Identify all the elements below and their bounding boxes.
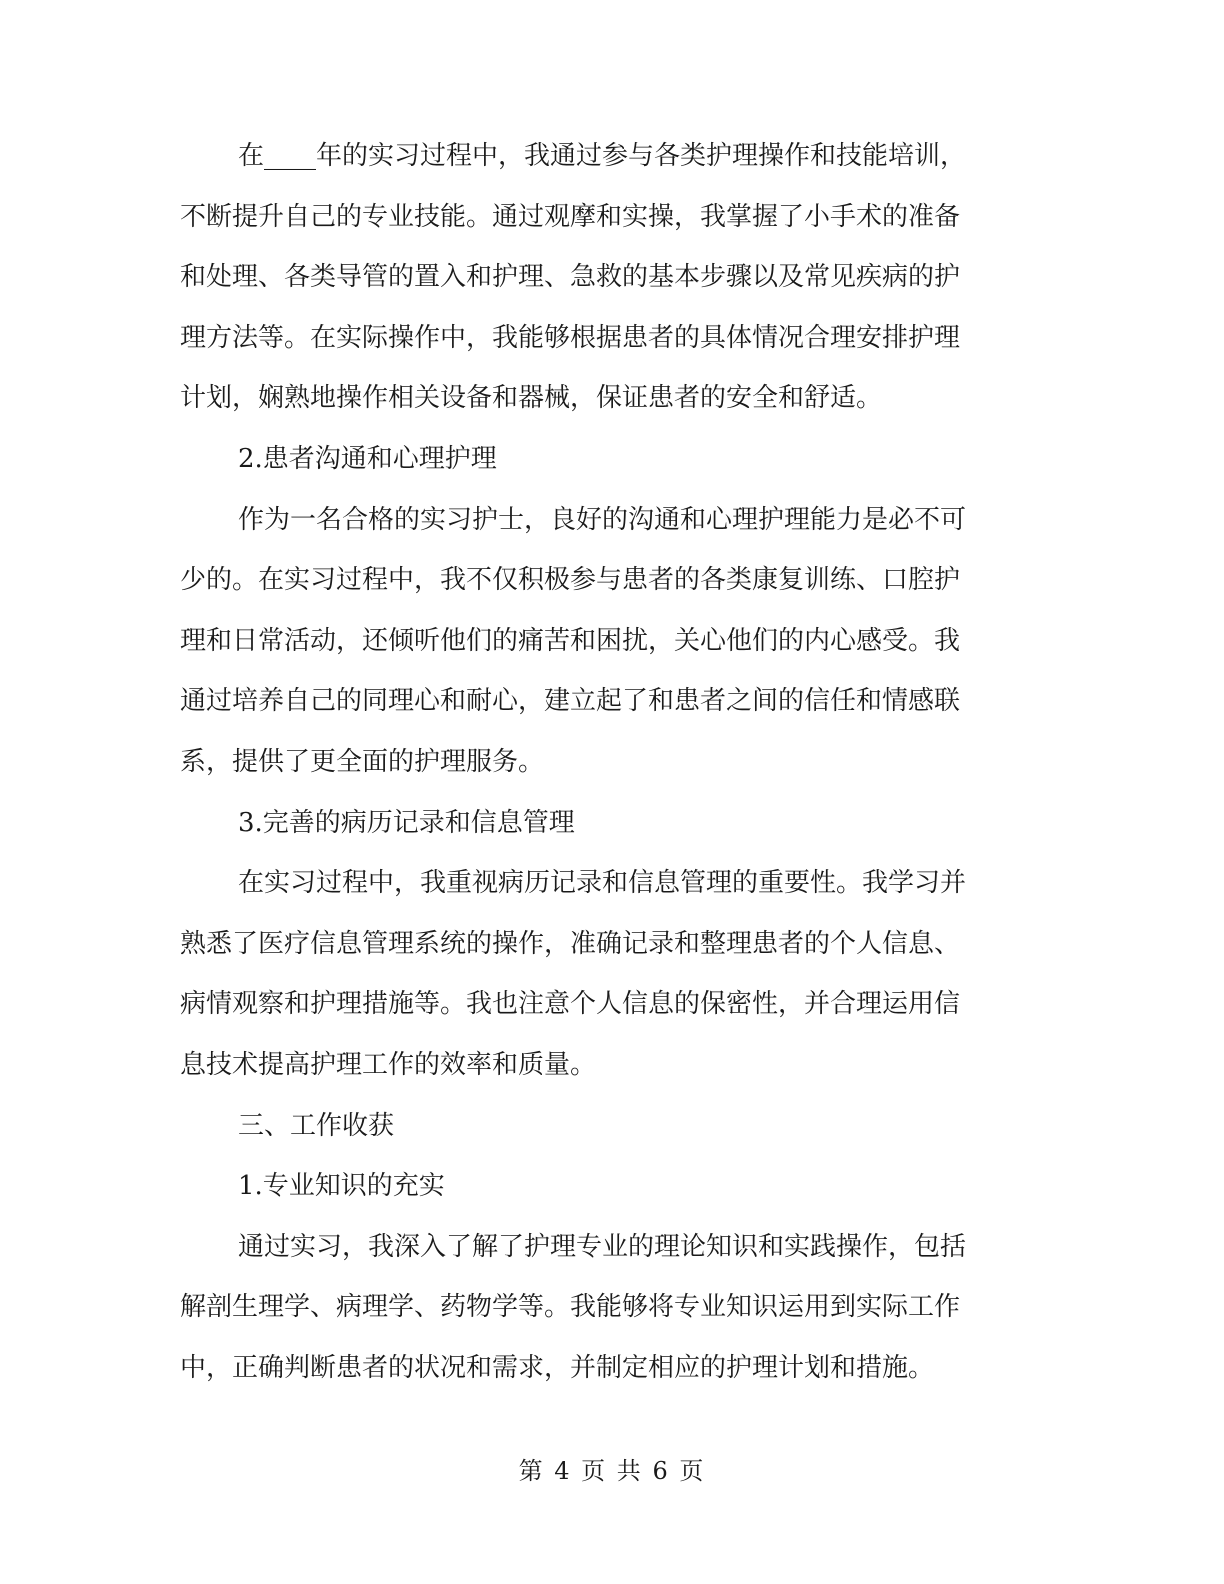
section-heading: 2.患者沟通和心理护理 xyxy=(238,443,497,474)
section-heading: 三、工作收获 xyxy=(238,1110,395,1141)
text-line: 解剖生理学、病理学、药物学等。我能够将专业知识运用到实际工作 xyxy=(180,1292,961,1323)
text-line: 中，正确判断患者的状况和需求，并制定相应的护理计划和措施。 xyxy=(180,1352,935,1383)
text-line: 作为一名合格的实习护士，良好的沟通和心理护理能力是必不可 xyxy=(238,504,967,535)
text-line: 少的。在实习过程中，我不仅积极参与患者的各类康复训练、口腔护 xyxy=(180,565,961,596)
text-line: 系，提供了更全面的护理服务。 xyxy=(180,746,545,777)
page-number-footer: 第 4 页 共 6 页 xyxy=(518,1457,706,1485)
text-line: 计划，娴熟地操作相关设备和器械，保证患者的安全和舒适。 xyxy=(180,383,883,414)
text-line: 息技术提高护理工作的效率和质量。 xyxy=(180,1049,597,1080)
text-line: 不断提升自己的专业技能。通过观摩和实操，我掌握了小手术的准备 xyxy=(180,201,961,232)
section-heading: 3.完善的病历记录和信息管理 xyxy=(238,807,575,838)
text-line: 病情观察和护理措施等。我也注意个人信息的保密性，并合理运用信 xyxy=(180,989,961,1020)
text-line: 和处理、各类导管的置入和护理、急救的基本步骤以及常见疾病的护 xyxy=(180,262,961,293)
text-line: 理和日常活动，还倾听他们的痛苦和困扰，关心他们的内心感受。我 xyxy=(180,625,961,656)
document-body xyxy=(180,126,1026,1398)
section-heading: 1.专业知识的充实 xyxy=(238,1171,445,1202)
text-line: 在实习过程中，我重视病历记录和信息管理的重要性。我学习并 xyxy=(238,868,967,899)
text-line: 在____年的实习过程中，我通过参与各类护理操作和技能培训， xyxy=(238,141,967,171)
text-line: 通过培养自己的同理心和耐心，建立起了和患者之间的信任和情感联 xyxy=(180,686,961,717)
text-line: 理方法等。在实际操作中，我能够根据患者的具体情况合理安排护理 xyxy=(180,322,961,353)
text-line: 熟悉了医疗信息管理系统的操作，准确记录和整理患者的个人信息、 xyxy=(180,928,961,959)
text-line: 通过实习，我深入了解了护理专业的理论知识和实践操作，包括 xyxy=(238,1231,967,1262)
